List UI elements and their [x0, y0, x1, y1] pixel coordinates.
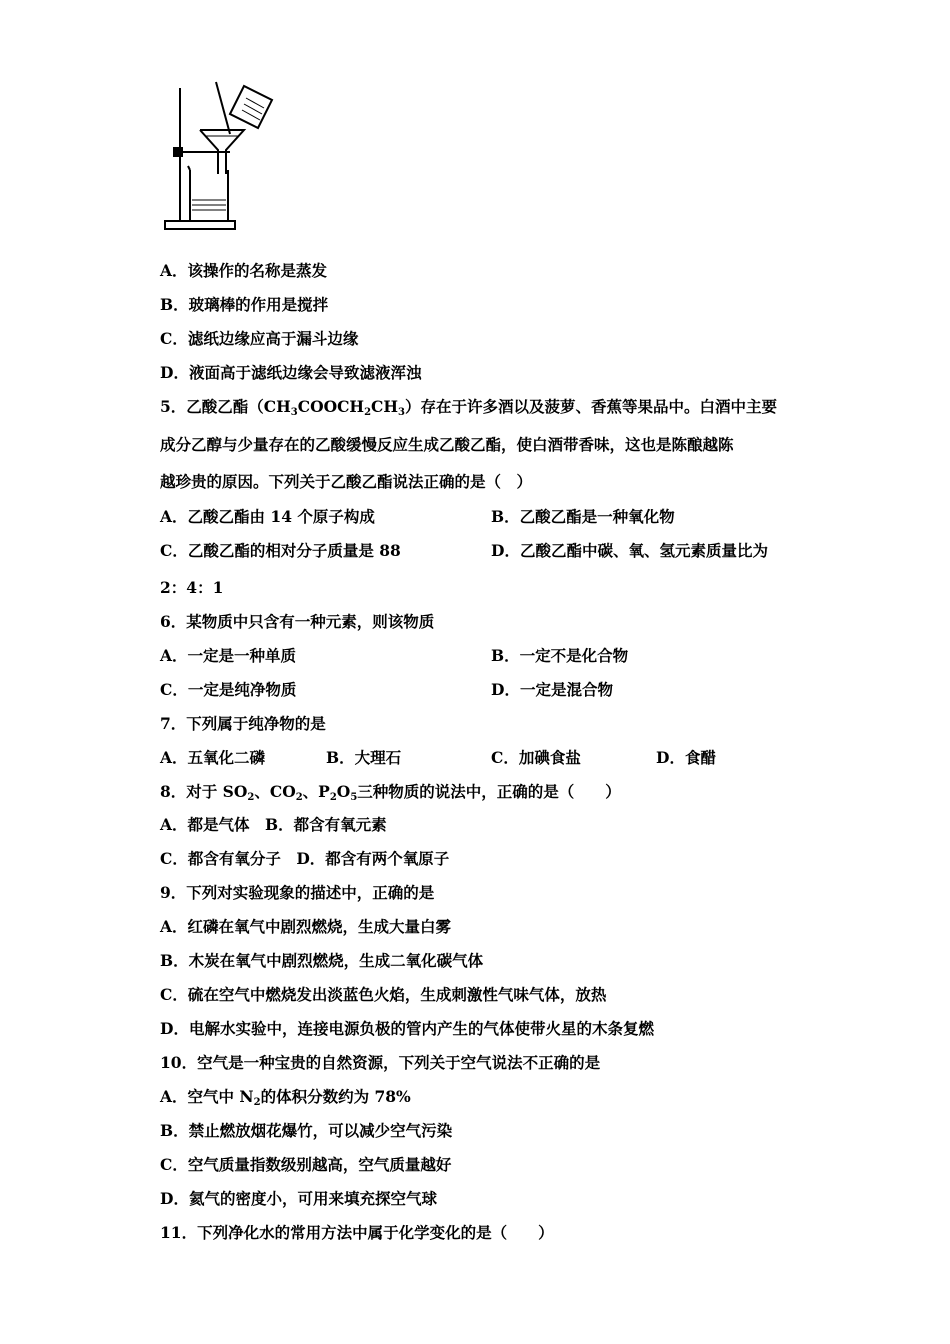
q5-stem-line3: 越珍贵的原因。下列关于乙酸乙酯说法正确的是（ ） — [160, 472, 533, 491]
q6-option-b: B．一定不是化合物 — [491, 646, 629, 665]
q6-option-c: C．一定是纯净物质 — [160, 680, 297, 699]
q4-option-b: B．玻璃棒的作用是搅拌 — [160, 295, 329, 314]
q8-options-cd: C．都含有氧分子 D．都含有两个氧原子 — [160, 849, 450, 868]
q7-option-c: C．加碘食盐 — [491, 748, 581, 767]
q9-option-d: D．电解水实验中，连接电源负极的管内产生的气体使带火星的木条复燃 — [160, 1019, 654, 1038]
q10-option-c: C．空气质量指数级别越高，空气质量越好 — [160, 1155, 452, 1174]
q9-option-b: B．木炭在氧气中剧烈燃烧，生成二氧化碳气体 — [160, 951, 484, 970]
q6-option-d: D．一定是混合物 — [491, 680, 613, 699]
q5-option-d-continued: 2：4：1 — [160, 578, 224, 597]
q10-option-a: A．空气中 $N_2$的体积分数约为 78% — [160, 1087, 411, 1108]
q7-option-a: A．五氧化二磷 — [160, 748, 266, 767]
q7-stem: 7．下列属于纯净物的是 — [160, 714, 326, 733]
stand-base — [165, 221, 235, 229]
q5-stem-line2: 成分乙醇与少量存在的乙酸缓慢反应生成乙酸乙酯，使白酒带香味，这也是陈酿越陈 — [160, 435, 734, 454]
clamp-knob — [174, 148, 182, 156]
beaker — [188, 166, 228, 221]
q8-options-ab: A．都是气体 B．都含有氧元素 — [160, 815, 387, 834]
q4-option-a: A．该操作的名称是蒸发 — [160, 261, 328, 280]
q11-stem: 11．下列净化水的常用方法中属于化学变化的是（ ） — [160, 1223, 554, 1242]
q10-option-b: B．禁止燃放烟花爆竹，可以减少空气污染 — [160, 1121, 453, 1140]
q4-option-c: C．滤纸边缘应高于漏斗边缘 — [160, 329, 359, 348]
pouring-beaker — [230, 86, 272, 128]
q5-option-c: C．乙酸乙酯的相对分子质量是 88 — [160, 541, 401, 560]
q9-option-a: A．红磷在氧气中剧烈燃烧，生成大量白雾 — [160, 917, 452, 936]
q7-option-d: D．食醋 — [656, 748, 716, 767]
q10-stem: 10．空气是一种宝贵的自然资源，下列关于空气说法不正确的是 — [160, 1053, 601, 1072]
q6-option-a: A．一定是一种单质 — [160, 646, 297, 665]
q9-stem: 9．下列对实验现象的描述中，正确的是 — [160, 883, 435, 902]
q5-option-b: B．乙酸乙酯是一种氧化物 — [491, 507, 675, 526]
filtration-apparatus-diagram — [160, 78, 280, 234]
q10-option-d: D．氦气的密度小，可用来填充探空气球 — [160, 1189, 437, 1208]
q8-stem: 8．对于 $SO_2$、$CO_2$、$P_2O_5$三种物质的说法中，正确的是（ ） — [160, 782, 621, 803]
q9-option-c: C．硫在空气中燃烧发出淡蓝色火焰，生成刺激性气味气体，放热 — [160, 985, 607, 1004]
glass-rod — [216, 82, 230, 134]
q5-option-a: A．乙酸乙酯由 14 个原子构成 — [160, 507, 375, 526]
q5-stem-line1: 5．乙酸乙酯$(CH_3COOCH_2CH_3)$存在于许多酒以及菠萝、香蕉等果品中。白酒中主要 — [160, 397, 778, 418]
q4-option-d: D．液面高于滤纸边缘会导致滤液浑浊 — [160, 363, 422, 382]
q6-stem: 6．某物质中只含有一种元素，则该物质 — [160, 612, 435, 631]
q7-option-b: B．大理石 — [326, 748, 402, 767]
q5-option-d: D．乙酸乙酯中碳、氧、氢元素质量比为 — [491, 541, 768, 560]
